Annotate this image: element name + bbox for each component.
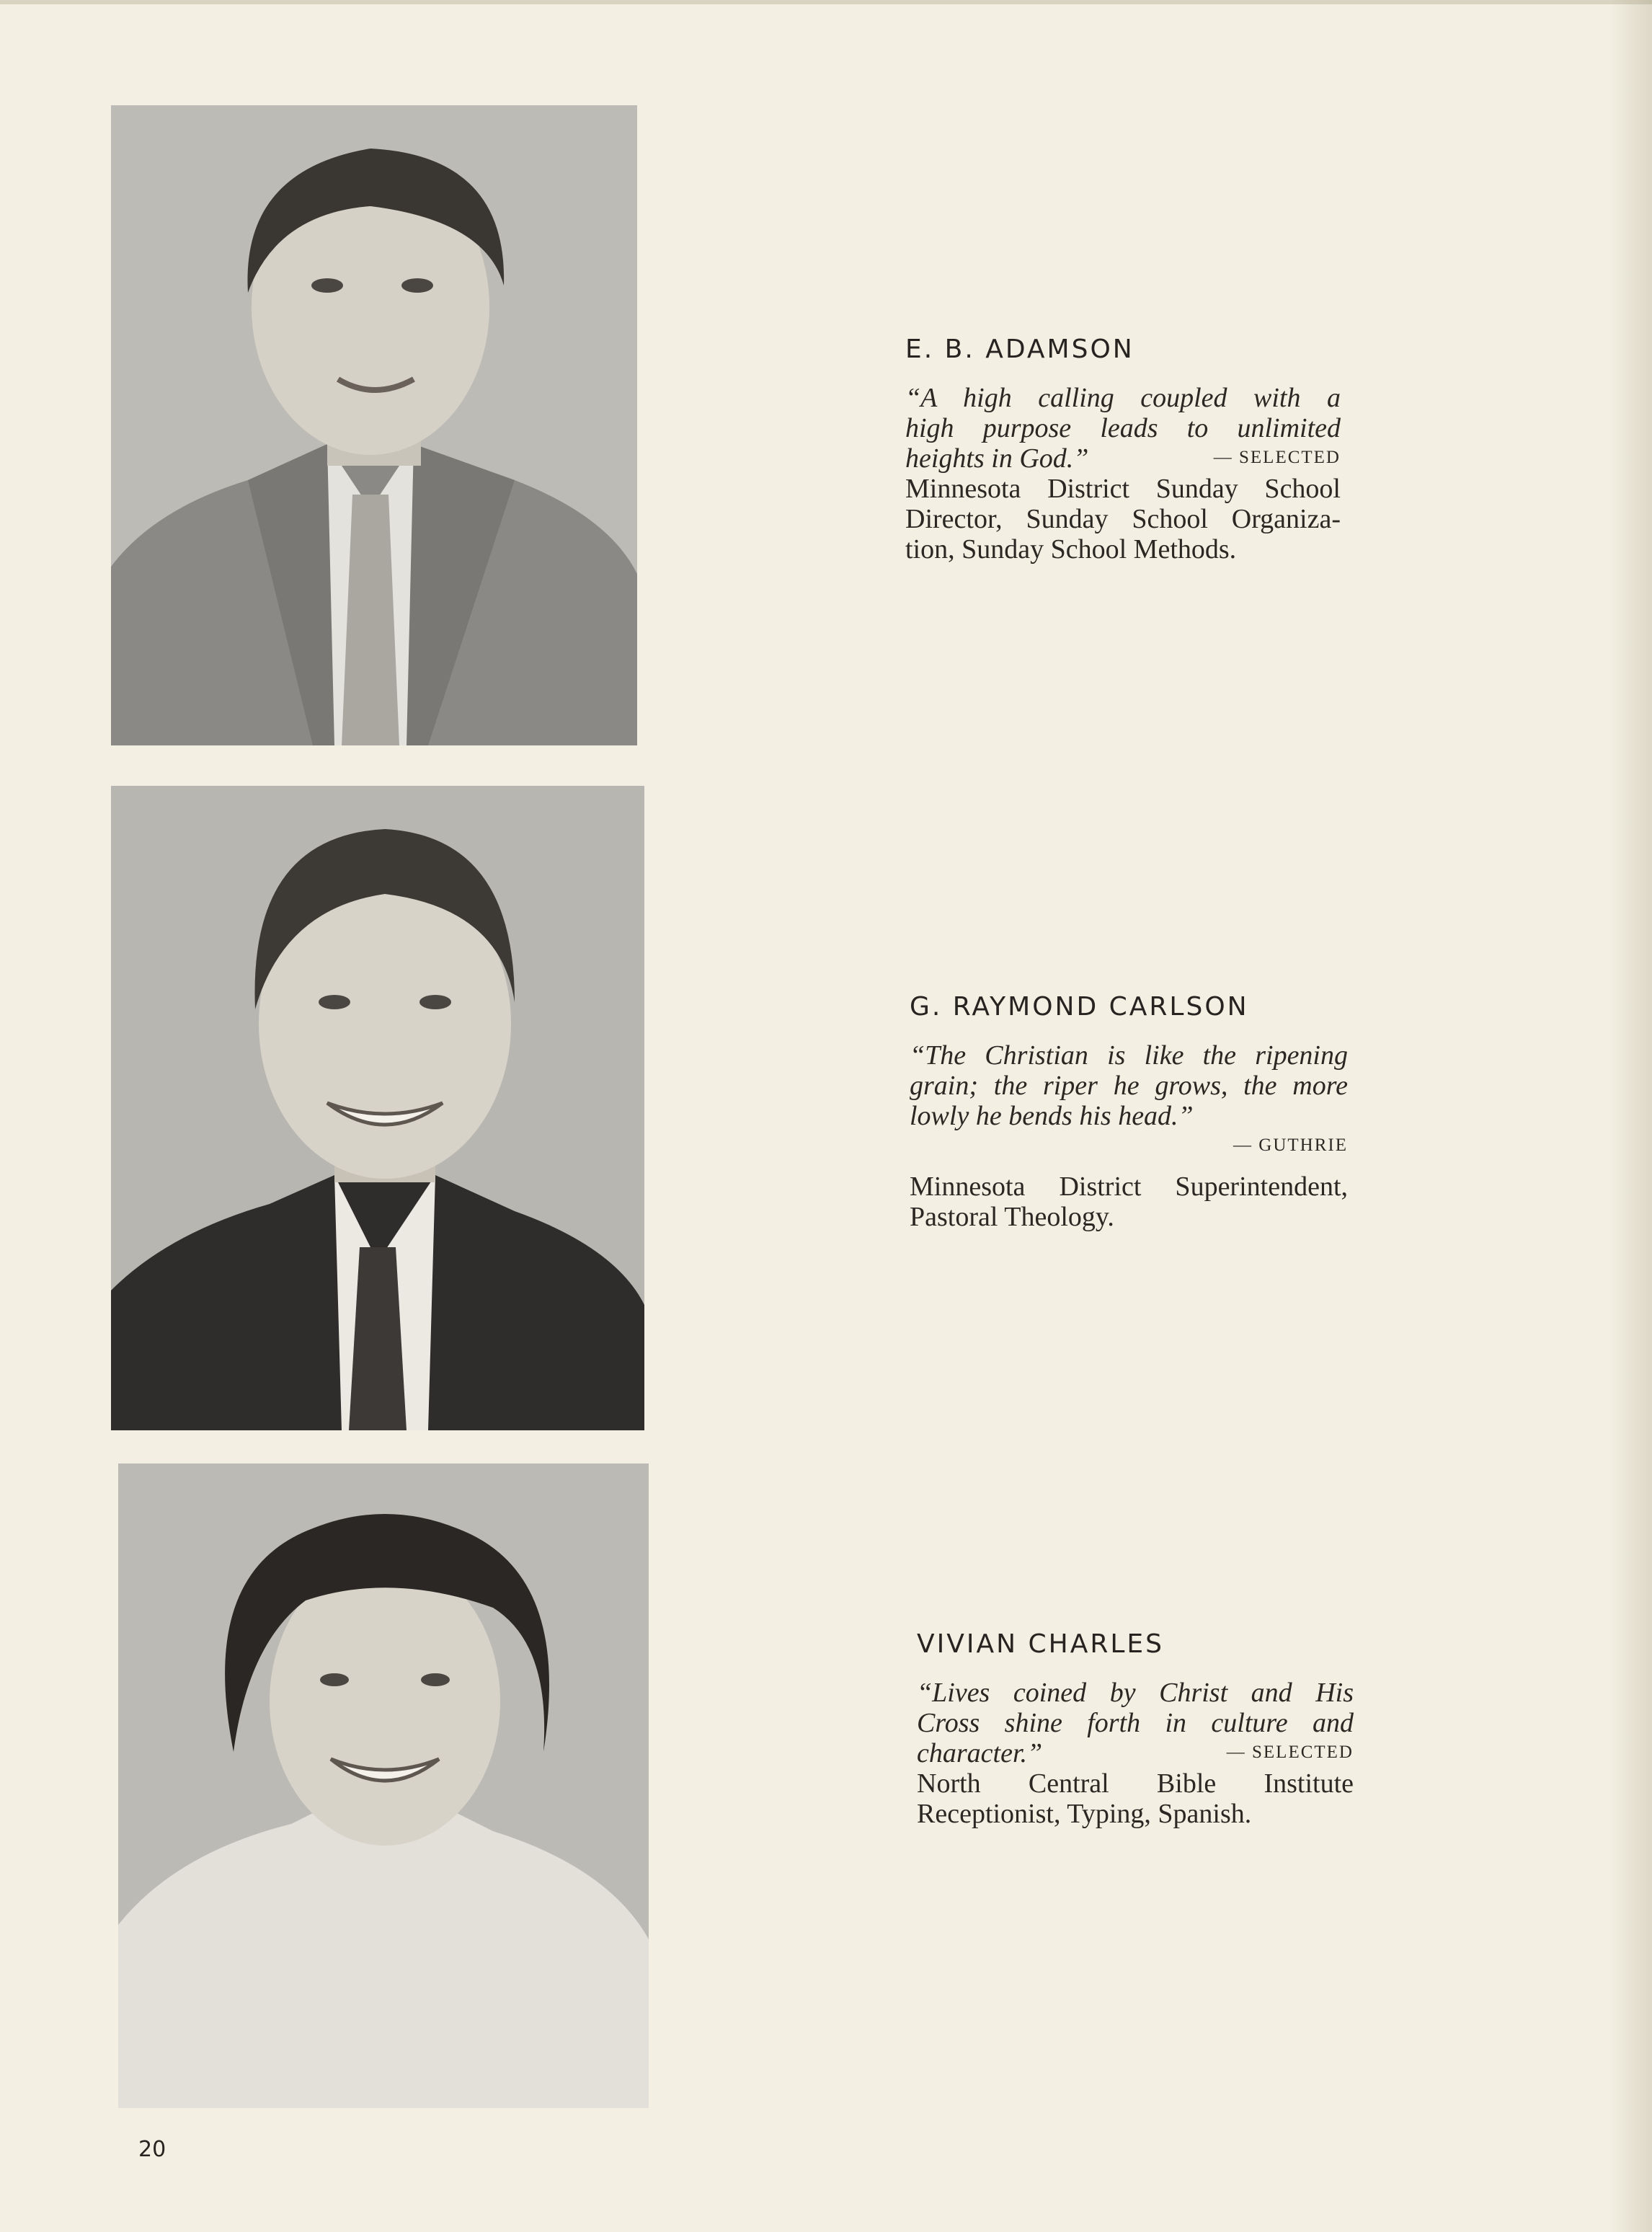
role-line: North Central Bible Institute <box>917 1768 1354 1799</box>
page-binding-shadow <box>1609 0 1652 2232</box>
quote-line: grain; the riper he grows, the more <box>910 1071 1348 1101</box>
quote-attribution: — SELECTED <box>1213 448 1341 467</box>
quote-line: “Lives coined by Christ and His <box>917 1678 1354 1708</box>
page-number: 20 <box>138 2137 166 2162</box>
faculty-name: G. RAYMOND CARLSON <box>910 992 1249 1022</box>
quote-line: “The Christian is like the ripening <box>910 1040 1348 1071</box>
portrait-man-icon <box>111 786 644 1430</box>
role-line: tion, Sunday School Methods. <box>905 534 1237 564</box>
quote-line: high purpose leads to unlimited <box>905 413 1341 443</box>
page-top-edge <box>0 0 1652 4</box>
portrait-photo-adamson <box>111 105 637 745</box>
faculty-name: E. B. ADAMSON <box>905 335 1134 364</box>
role-line: Receptionist, Typing, Spanish. <box>917 1799 1252 1829</box>
faculty-entry-charles <box>917 1629 1354 1829</box>
quote-line: Cross shine forth in culture and <box>917 1708 1354 1738</box>
quote-line: lowly he bends his head.” <box>910 1101 1194 1131</box>
quote-attribution: — GUTHRIE <box>1233 1135 1348 1155</box>
role-line: Pastoral Theology. <box>910 1202 1114 1232</box>
quote-line: character.” <box>917 1738 1043 1768</box>
role-line: Director, Sunday School Organiza- <box>905 504 1341 534</box>
faculty-entry-carlson <box>910 992 1348 1232</box>
portrait-man-icon <box>111 105 637 745</box>
faculty-entry-adamson <box>905 335 1341 564</box>
portrait-photo-charles <box>118 1463 649 2108</box>
quote-line: heights in God.” <box>905 443 1089 474</box>
role-line: Minnesota District Superintendent, <box>910 1172 1348 1202</box>
portrait-woman-icon <box>118 1463 649 2108</box>
faculty-name: VIVIAN CHARLES <box>917 1629 1164 1659</box>
quote-line: “A high calling coupled with a <box>905 383 1341 413</box>
portrait-photo-carlson <box>111 786 644 1430</box>
quote-attribution: — SELECTED <box>1226 1742 1354 1762</box>
role-line: Minnesota District Sunday School <box>905 474 1341 504</box>
